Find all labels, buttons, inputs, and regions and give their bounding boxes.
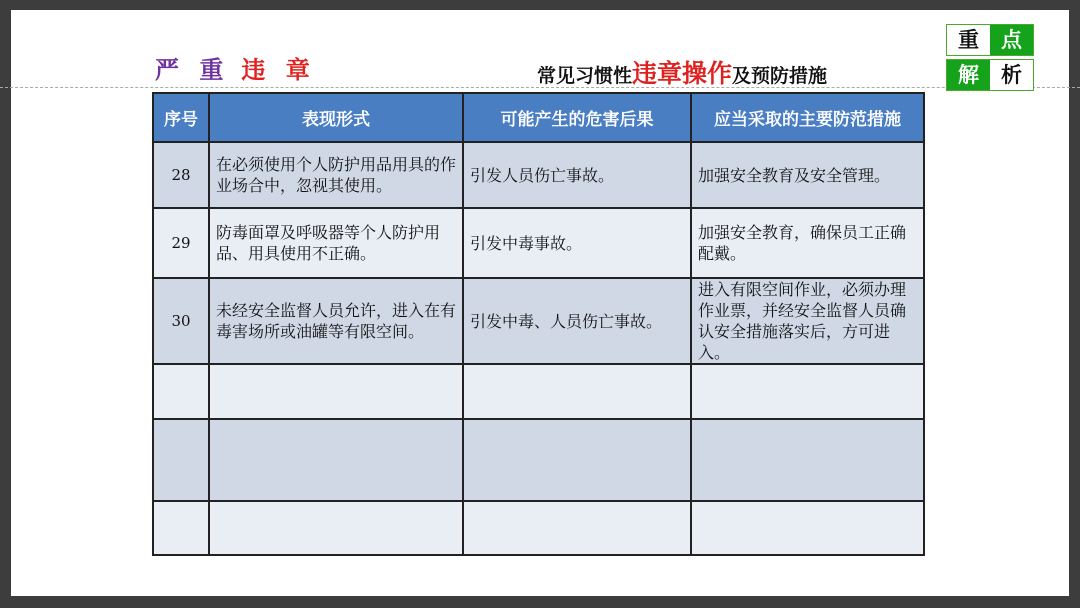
- badge-char: 重: [947, 25, 990, 55]
- table-row: [153, 208, 924, 278]
- cell-form: 防毒面罩及呼吸器等个人防护用品、用具使用不正确。: [209, 208, 463, 278]
- cell-seq: [153, 364, 209, 419]
- subtitle-highlight: 违章操作: [632, 59, 733, 88]
- table-row: [153, 419, 924, 501]
- table-row: [153, 278, 924, 364]
- key-analysis-badge: [946, 24, 1034, 88]
- cell-seq: [153, 419, 209, 501]
- title-part-violation: 违 章: [241, 56, 316, 84]
- cell-consequence: 引发中毒、人员伤亡事故。: [463, 278, 691, 364]
- cell-measure: [691, 364, 924, 419]
- cell-form: [209, 364, 463, 419]
- cell-consequence: 引发人员伤亡事故。: [463, 142, 691, 208]
- cell-measure: [691, 501, 924, 555]
- table-row: [153, 364, 924, 419]
- header-divider: [0, 87, 1080, 88]
- cell-consequence: [463, 419, 691, 501]
- badge-row-bottom: [946, 59, 1034, 91]
- table-row: [153, 142, 924, 208]
- badge-row-top: [946, 24, 1034, 56]
- violation-table: [152, 92, 925, 556]
- cell-form: 在必须使用个人防护用品用具的作业场合中，忽视其使用。: [209, 142, 463, 208]
- title-part-serious: 严 重: [155, 56, 230, 84]
- slide-subtitle: [537, 54, 827, 90]
- cell-form: 未经安全监督人员允许，进入在有毒害场所或油罐等有限空间。: [209, 278, 463, 364]
- header-consequence: 可能产生的危害后果: [463, 93, 691, 142]
- badge-char: 析: [990, 60, 1033, 90]
- badge-char: 解: [947, 60, 990, 90]
- table-header-row: [153, 93, 924, 142]
- header-seq: 序号: [153, 93, 209, 142]
- cell-seq: 29: [153, 208, 209, 278]
- header-form: 表现形式: [209, 93, 463, 142]
- cell-consequence: [463, 364, 691, 419]
- cell-measure: 加强安全教育，确保员工正确配戴。: [691, 208, 924, 278]
- cell-seq: 30: [153, 278, 209, 364]
- slide-title: [155, 50, 316, 85]
- cell-form: [209, 501, 463, 555]
- subtitle-prefix: 常见习惯性: [537, 65, 633, 87]
- cell-consequence: 引发中毒事故。: [463, 208, 691, 278]
- cell-seq: 28: [153, 142, 209, 208]
- badge-char: 点: [990, 25, 1033, 55]
- header-measure: 应当采取的主要防范措施: [691, 93, 924, 142]
- cell-form: [209, 419, 463, 501]
- subtitle-suffix: 及预防措施: [732, 65, 828, 87]
- cell-measure: [691, 419, 924, 501]
- table-row: [153, 501, 924, 555]
- cell-measure: 加强安全教育及安全管理。: [691, 142, 924, 208]
- cell-seq: [153, 501, 209, 555]
- cell-consequence: [463, 501, 691, 555]
- cell-measure: 进入有限空间作业，必须办理作业票，并经安全监督人员确认安全措施落实后，方可进入。: [691, 278, 924, 364]
